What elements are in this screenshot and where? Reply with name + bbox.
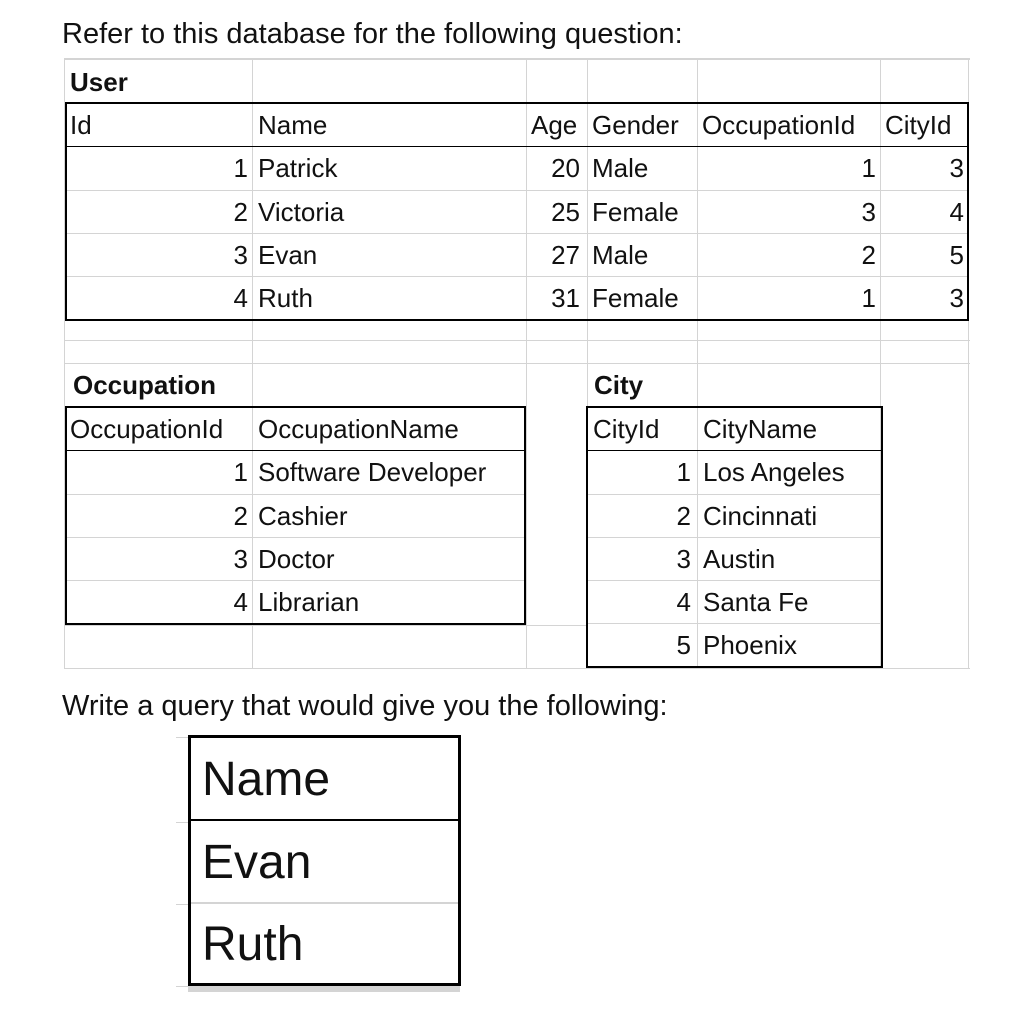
user-cell-cityid: 4 xyxy=(949,197,964,227)
city-table-title: City xyxy=(594,370,644,400)
result-cell-name: Evan xyxy=(202,836,312,889)
occupation-cell-name: Doctor xyxy=(258,544,335,574)
city-cell-name: Cincinnati xyxy=(703,501,818,531)
occupation-cell-id: 4 xyxy=(233,587,248,617)
user-header-name: Name xyxy=(258,110,328,140)
user-table-title: User xyxy=(70,67,128,97)
city-header-name: CityName xyxy=(703,414,818,444)
user-cell-cityid: 3 xyxy=(949,153,964,183)
user-header-gender: Gender xyxy=(592,110,679,140)
user-cell-occupationid: 2 xyxy=(861,240,876,270)
user-cell-occupationid: 1 xyxy=(861,283,876,313)
user-cell-id: 2 xyxy=(233,197,248,227)
intro-text: Refer to this database for the following question: xyxy=(62,18,683,50)
result-header-name: Name xyxy=(202,753,331,806)
user-cell-name: Ruth xyxy=(258,283,313,313)
occupation-header-name: OccupationName xyxy=(258,414,459,444)
user-cell-gender: Male xyxy=(592,153,649,183)
occupation-cell-id: 3 xyxy=(233,544,248,574)
user-header-id: Id xyxy=(70,110,92,140)
city-cell-name: Austin xyxy=(703,544,776,574)
user-header-cityid: CityId xyxy=(885,110,952,140)
city-cell-id: 3 xyxy=(676,544,691,574)
user-cell-name: Patrick xyxy=(258,153,338,183)
occupation-cell-name: Software Developer xyxy=(258,457,487,487)
city-cell-id: 4 xyxy=(676,587,691,617)
user-cell-age: 27 xyxy=(551,240,580,270)
city-cell-name: Los Angeles xyxy=(703,457,845,487)
question-text: Write a query that would give you the following: xyxy=(62,690,668,722)
user-cell-age: 20 xyxy=(551,153,580,183)
user-cell-id: 4 xyxy=(233,283,248,313)
city-cell-id: 1 xyxy=(676,457,691,487)
city-cell-id: 2 xyxy=(676,501,691,531)
user-cell-age: 31 xyxy=(551,283,580,313)
user-header-age: Age xyxy=(531,110,578,140)
user-cell-cityid: 3 xyxy=(949,283,964,313)
occupation-cell-name: Cashier xyxy=(258,501,348,531)
occupation-header-id: OccupationId xyxy=(70,414,224,444)
city-cell-name: Santa Fe xyxy=(703,587,809,617)
user-cell-occupationid: 1 xyxy=(861,153,876,183)
occupation-cell-id: 2 xyxy=(233,501,248,531)
result-cell-name: Ruth xyxy=(202,918,304,971)
user-cell-occupationid: 3 xyxy=(861,197,876,227)
city-cell-id: 5 xyxy=(676,630,691,660)
user-cell-cityid: 5 xyxy=(949,240,964,270)
user-cell-gender: Male xyxy=(592,240,649,270)
user-cell-age: 25 xyxy=(551,197,580,227)
city-header-id: CityId xyxy=(593,414,660,444)
user-cell-gender: Female xyxy=(592,197,679,227)
user-cell-id: 1 xyxy=(233,153,248,183)
user-header-occupationid: OccupationId xyxy=(702,110,856,140)
user-cell-name: Victoria xyxy=(258,197,345,227)
user-cell-id: 3 xyxy=(233,240,248,270)
city-cell-name: Phoenix xyxy=(703,630,797,660)
occupation-cell-id: 1 xyxy=(233,457,248,487)
occupation-table-title: Occupation xyxy=(73,370,217,400)
user-cell-gender: Female xyxy=(592,283,679,313)
user-cell-name: Evan xyxy=(258,240,318,270)
occupation-cell-name: Librarian xyxy=(258,587,360,617)
